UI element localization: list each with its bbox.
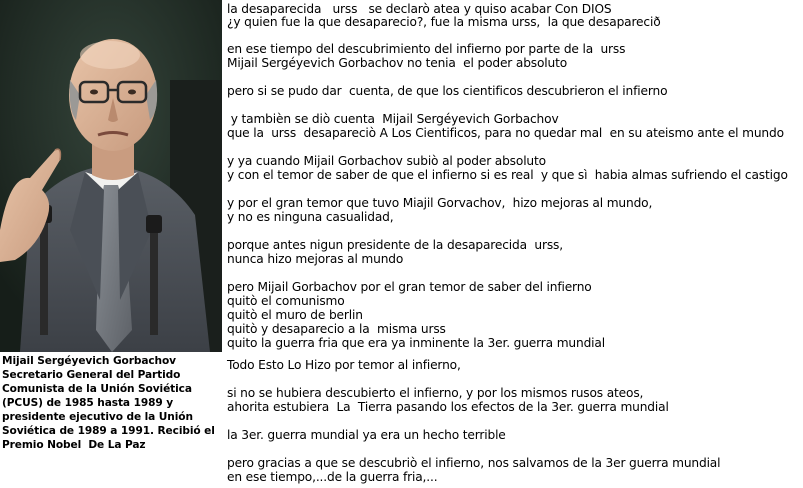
photo-caption: Mijail Sergéyevich Gorbachov Secretario General del Partido Comunista de la Unión Soviética (PCUS) de 1985 hasta 1989 y presidente ejecutivo de la Unión Soviética de 1989 a 1991. Recibió el Premio Nobel De La Paz [2,355,215,451]
text-line: y no es ninguna casualidad, [227,210,394,224]
text-line: en ese tiempo,...de la guerra fria,... [227,470,438,484]
text-line: y con el temor de saber de que el infierno si es real y que sì habia almas sufriendo el castigo [227,168,788,182]
portrait-photo [0,0,222,352]
text-line: la desaparecida urss se declarò atea y quiso acabar Con DIOS [227,2,612,16]
text-line: Mijail Sergéyevich Gorbachov no tenia el poder absoluto [227,56,568,70]
text-line: ¿y quien fue la que desaparecio?, fue la misma urss, la que desaparecið [227,15,661,29]
text-line: y ya cuando Mijail Gorbachov subiò al poder absoluto [227,154,546,168]
text-line: si no se hubiera descubierto el infierno, y por los mismos rusos ateos, [227,386,644,400]
text-line: y por el gran temor que tuvo Miajil Gorvachov, hizo mejoras al mundo, [227,196,653,210]
text-line: pero gracias a que se descubriò el infierno, nos salvamos de la 3er guerra mundial [227,456,721,470]
text-line: quito la guerra fria que era ya inminente la 3er. guerra mundial [227,336,605,350]
portrait-illustration [0,0,222,352]
text-line: quitò y desaparecio a la misma urss [227,322,446,336]
text-line: quitò el comunismo [227,294,345,308]
text-line: ahorita estubiera La Tierra pasando los efectos de la 3er. guerra mundial [227,400,669,414]
text-line: la 3er. guerra mundial ya era un hecho terrible [227,428,506,442]
article-text [227,0,803,488]
text-line: y tambièn se diò cuenta Mijail Sergéyevich Gorbachov [227,112,559,126]
text-line: Todo Esto Lo Hizo por temor al infierno, [227,358,461,372]
text-line: porque antes nigun presidente de la desaparecida urss, [227,238,563,252]
text-line: que la urss desapareciò A Los Cientificos, para no quedar mal en su ateismo ante el mundo [227,126,784,140]
text-line: nunca hizo mejoras al mundo [227,252,404,266]
text-line: pero si se pudo dar cuenta, de que los cientificos descubrieron el infierno [227,84,668,98]
text-line: pero Mijail Gorbachov por el gran temor de saber del infierno [227,280,592,294]
text-line: en ese tiempo del descubrimiento del infierno por parte de la urss [227,42,626,56]
text-line: quitò el muro de berlin [227,308,363,322]
